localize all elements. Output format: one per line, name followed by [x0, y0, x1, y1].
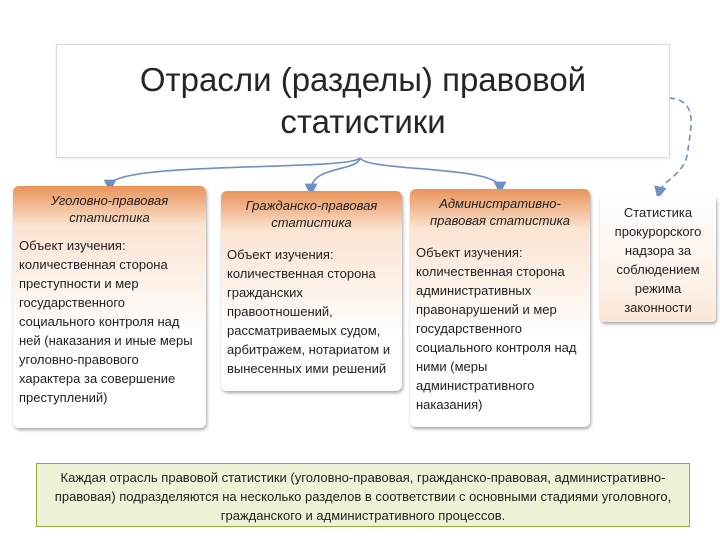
note-text: Каждая отрасль правовой статистики (уголовно-правовая, гражданско-правовая, административно-правовая) подразделяются на несколько разделов в соответствии с основными стадиями уголовного, гражданского и административного процессов.	[54, 470, 672, 523]
prosecutor-supervision-statistics-box	[600, 196, 716, 322]
branch-civil-law-statistics	[221, 191, 402, 391]
summary-note	[36, 463, 690, 527]
branch-administrative-law-statistics	[410, 189, 590, 427]
branch-criminal-law-statistics	[13, 186, 206, 428]
side-box-text: Статистика прокурорского надзора за соблюдением режима законности	[614, 205, 702, 315]
branch-description: Объект изучения: количественная сторона административных правонарушений и мер государственного социального контроля над ними (меры административного наказания)	[416, 245, 577, 412]
connector-to-civil	[311, 157, 360, 190]
branch-title: Гражданско-правовая статистика	[245, 198, 378, 230]
diagram-title: Отрасли (разделы) правовой статистики	[139, 61, 587, 140]
branch-description: Объект изучения: количественная сторона преступности и мер государственного социального контроля над ней (наказания и иные меры уголовно-правового характера за совершение преступлений)	[19, 238, 193, 405]
title-box	[56, 44, 670, 158]
branch-description: Объект изучения: количественная сторона гражданских правоотношений, рассматриваемых судом, арбитражем, нотариатом и вынесенных ими решений	[227, 247, 391, 376]
connector-to-criminal	[110, 157, 360, 186]
branch-title: Уголовно-правовая статистика	[50, 193, 169, 225]
branch-title: Административно-правовая статистика	[429, 196, 571, 228]
connector-to-admin	[360, 157, 500, 188]
